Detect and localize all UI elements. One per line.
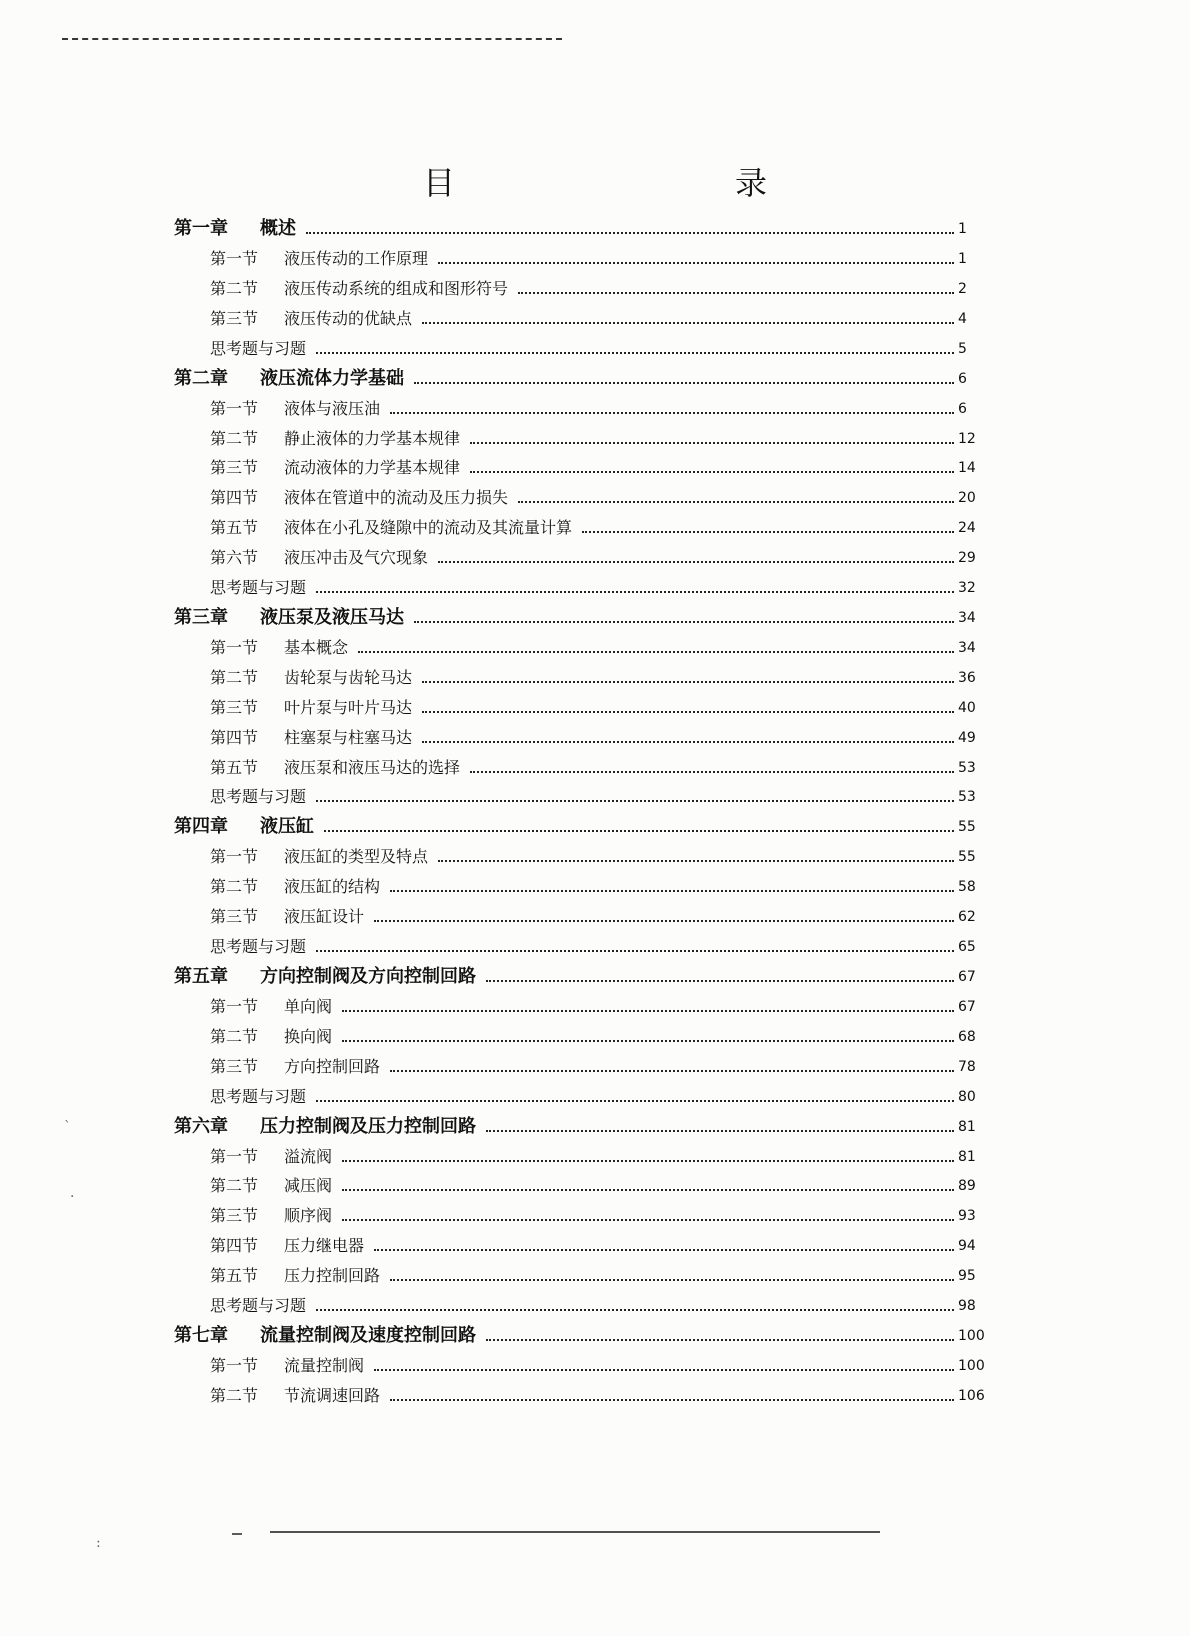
toc-page-number: 98 [958, 1298, 976, 1314]
toc-leader-dots [374, 1369, 954, 1371]
toc-entry-title: 顺序阀 [284, 1206, 333, 1226]
toc-entry-title: 压力控制回路 [284, 1266, 381, 1286]
toc-leader-dots [486, 980, 954, 982]
toc-page-number: 93 [958, 1208, 976, 1225]
toc-leader-dots [342, 1219, 954, 1221]
toc-leader-dots [316, 800, 954, 802]
toc-entry-title: 流量控制阀及速度控制回路 [260, 1324, 476, 1346]
toc-entry-number: 第五节 [210, 1266, 259, 1286]
toc-entry-title: 液压泵和液压马达的选择 [284, 757, 461, 777]
toc-leader-dots [518, 501, 954, 503]
toc-page-number: 6 [958, 400, 967, 417]
toc-page-number: 78 [958, 1058, 976, 1075]
toc-page-number: 80 [958, 1088, 976, 1105]
toc-entry-title: 液压传动的优缺点 [284, 308, 413, 328]
toc-section-row [0, 693, 1190, 723]
toc-leader-dots [390, 1279, 954, 1281]
toc-entry-title: 液体在管道中的流动及压力损失 [284, 488, 509, 508]
toc-page-number: 29 [958, 550, 976, 567]
toc-leader-dots [342, 1160, 954, 1162]
toc-page-number: 67 [958, 968, 976, 985]
toc-leader-dots [470, 771, 954, 773]
toc-page-number: 6 [958, 370, 967, 387]
toc-leader-dots [390, 1070, 954, 1072]
margin-mark: · [70, 1189, 75, 1205]
toc-leader-dots [422, 322, 954, 324]
toc-entry-number: 第二节 [210, 1176, 259, 1196]
toc-entry-title: 液压流体力学基础 [260, 367, 404, 389]
toc-entry-number: 第三节 [210, 1056, 259, 1076]
toc-section-row [0, 753, 1190, 783]
toc-section-row [0, 483, 1190, 513]
toc-entry-title: 减压阀 [284, 1176, 333, 1196]
toc-page-number: 95 [958, 1268, 976, 1285]
toc-page-number: 14 [958, 460, 976, 477]
toc-exercise-row [0, 932, 1190, 962]
toc-section-row [0, 453, 1190, 483]
toc-exercise-row [0, 1291, 1190, 1321]
margin-mark: : [96, 1535, 101, 1551]
toc-page-number: 62 [958, 909, 976, 926]
toc-leader-dots [414, 382, 954, 384]
toc-chapter-row [0, 364, 1190, 394]
toc-entry-number: 第二节 [210, 1026, 259, 1046]
toc-entry-title: 思考题与习题 [210, 578, 307, 597]
toc-page-number: 1 [958, 221, 967, 237]
toc-entry-title: 思考题与习题 [210, 937, 307, 956]
toc-leader-dots [422, 741, 954, 743]
toc-entry-title: 单向阀 [284, 996, 333, 1016]
toc-section-row [0, 304, 1190, 334]
toc-entry-title: 液压泵及液压马达 [260, 606, 404, 628]
toc-entry-title: 换向阀 [284, 1026, 333, 1046]
toc-section-row [0, 872, 1190, 902]
toc-entry-title: 静止液体的力学基本规律 [284, 428, 461, 448]
toc-entry-number: 第一节 [210, 847, 259, 867]
toc-entry-number: 第二节 [210, 428, 259, 448]
toc-entry-title: 叶片泵与叶片马达 [284, 697, 413, 717]
toc-entry-title: 溢流阀 [284, 1146, 333, 1166]
toc-leader-dots [342, 1040, 954, 1042]
toc-page-number: 68 [958, 1028, 976, 1045]
toc-entry-title: 压力控制阀及压力控制回路 [260, 1115, 476, 1137]
toc-entry-title: 思考题与习题 [210, 1086, 307, 1106]
toc-section-row [0, 1381, 1190, 1411]
toc-exercise-row [0, 782, 1190, 812]
toc-entry-number: 第一节 [210, 1146, 259, 1166]
toc-entry-number: 第三节 [210, 1206, 259, 1226]
toc-page-number: 2 [958, 280, 967, 297]
toc-entry-number: 第五节 [210, 518, 259, 538]
toc-entry-title: 节流调速回路 [284, 1385, 381, 1405]
toc-leader-dots [306, 232, 954, 234]
toc-page-number: 40 [958, 699, 976, 716]
toc-leader-dots [342, 1010, 954, 1012]
toc-exercise-row [0, 334, 1190, 364]
toc-entry-number: 第五节 [210, 757, 259, 777]
toc-leader-dots [438, 262, 954, 264]
toc-entry-number: 第二节 [210, 877, 259, 897]
toc-entry-number: 第三节 [210, 697, 259, 717]
toc-title: 目 录 [422, 164, 839, 202]
toc-entry-title: 思考题与习题 [210, 787, 307, 807]
toc-section-row [0, 1171, 1190, 1201]
toc-leader-dots [316, 352, 954, 354]
toc-entry-number: 第五章 [174, 965, 228, 987]
toc-chapter-row [0, 962, 1190, 992]
toc-entry-number: 第二节 [210, 667, 259, 687]
toc-leader-dots [374, 1249, 954, 1251]
toc-entry-number: 第二节 [210, 1385, 259, 1405]
toc-leader-dots [316, 1100, 954, 1102]
toc-entry-title: 流量控制阀 [284, 1355, 365, 1375]
toc-entry-title: 思考题与习题 [210, 338, 307, 358]
toc-leader-dots [324, 830, 954, 832]
toc-entry-number: 第一节 [210, 637, 259, 657]
toc-leader-dots [422, 711, 954, 713]
toc-leader-dots [438, 561, 954, 563]
toc-entry-title: 思考题与习题 [210, 1296, 307, 1315]
toc-page-number: 34 [958, 639, 976, 656]
toc-page-number: 20 [958, 490, 976, 507]
toc-entry-title: 液压传动的工作原理 [284, 249, 429, 268]
toc-entry-number: 第二节 [210, 278, 259, 298]
toc-leader-dots [422, 681, 954, 683]
toc-leader-dots [518, 292, 954, 294]
toc-entry-number: 第四节 [210, 1236, 259, 1256]
toc-leader-dots [486, 1339, 954, 1341]
toc-leader-dots [358, 651, 954, 653]
toc-section-row [0, 274, 1190, 304]
toc-leader-dots [342, 1189, 954, 1191]
bottom-rule [270, 1531, 880, 1533]
toc-entry-number: 第四节 [210, 488, 259, 508]
toc-section-row [0, 842, 1190, 872]
toc-page-number: 89 [958, 1178, 976, 1195]
toc-section-row [0, 1231, 1190, 1261]
toc-page-number: 81 [958, 1118, 976, 1135]
toc-entry-number: 第三章 [174, 606, 228, 628]
toc-entry-title: 压力继电器 [284, 1236, 365, 1256]
toc-leader-dots [390, 890, 954, 892]
bottom-short-rule [232, 1533, 242, 1535]
toc-section-row [0, 1022, 1190, 1052]
toc-entry-title: 液压缸的类型及特点 [284, 847, 429, 867]
toc-page-number: 5 [958, 340, 967, 357]
toc-entry-title: 齿轮泵与齿轮马达 [284, 667, 413, 687]
toc-leader-dots [390, 412, 954, 414]
toc-chapter-row [0, 1112, 1190, 1142]
toc-entry-number: 第四节 [210, 727, 259, 747]
toc-leader-dots [316, 950, 954, 952]
toc-entry-title: 方向控制阀及方向控制回路 [260, 965, 476, 987]
toc-page-number: 34 [958, 609, 976, 626]
toc-entry-title: 液压缸 [260, 816, 314, 838]
toc-page-number: 67 [958, 998, 976, 1015]
toc-page-number: 36 [958, 669, 976, 686]
toc-section-row [0, 663, 1190, 693]
toc-section-row [0, 543, 1190, 573]
toc-entry-number: 第三节 [210, 907, 259, 927]
toc-leader-dots [414, 621, 954, 623]
toc-exercise-row [0, 1082, 1190, 1112]
toc-entry-title: 液体与液压油 [284, 398, 381, 418]
toc-leader-dots [486, 1130, 954, 1132]
toc-chapter-row [0, 214, 1190, 244]
toc-page-number: 55 [958, 849, 976, 866]
toc-leader-dots [582, 531, 954, 533]
toc-entry-number: 第二章 [174, 367, 228, 389]
toc-entry-title: 液压传动系统的组成和图形符号 [284, 278, 509, 298]
toc-page-number: 49 [958, 729, 976, 746]
toc-entry-title: 概述 [260, 218, 296, 239]
toc-section-row [0, 1201, 1190, 1231]
toc-page-number: 53 [958, 759, 976, 776]
toc-section-row [0, 1142, 1190, 1172]
toc-entry-number: 第七章 [174, 1324, 228, 1346]
toc-entry-title: 液体在小孔及缝隙中的流动及其流量计算 [284, 518, 573, 538]
toc-page-number: 100 [958, 1327, 985, 1344]
toc-entry-title: 基本概念 [284, 637, 349, 657]
toc-page-number: 53 [958, 789, 976, 806]
toc-section-row [0, 424, 1190, 454]
toc-chapter-row [0, 1321, 1190, 1351]
toc-page-number: 81 [958, 1148, 976, 1165]
toc-section-row [0, 394, 1190, 424]
toc-entry-number: 第四章 [174, 816, 228, 838]
toc-entry-title: 液压缸的结构 [284, 877, 381, 897]
toc-page-number: 94 [958, 1238, 976, 1255]
toc-page-number: 106 [958, 1387, 985, 1404]
toc-leader-dots [470, 442, 954, 444]
toc-section-row [0, 513, 1190, 543]
toc-section-row [0, 992, 1190, 1022]
toc-chapter-row [0, 812, 1190, 842]
toc-exercise-row [0, 573, 1190, 603]
toc-entry-title: 液压缸设计 [284, 907, 365, 927]
toc-section-row [0, 1052, 1190, 1082]
toc-page-number: 55 [958, 819, 976, 836]
toc-entry-number: 第六节 [210, 548, 259, 568]
toc-entry-number: 第一章 [174, 218, 228, 239]
toc-section-row [0, 244, 1190, 274]
toc-entry-number: 第一节 [210, 1355, 259, 1375]
toc-page-number: 4 [958, 310, 967, 327]
toc-entry-number: 第一节 [210, 996, 259, 1016]
toc-entry-number: 第一节 [210, 249, 259, 268]
toc-page-number: 100 [958, 1357, 985, 1374]
toc-chapter-row [0, 603, 1190, 633]
toc-section-row [0, 1351, 1190, 1381]
toc-page-number: 58 [958, 879, 976, 896]
toc-entry-number: 第三节 [210, 458, 259, 478]
toc-section-row [0, 633, 1190, 663]
toc-entry-title: 液压冲击及气穴现象 [284, 548, 429, 568]
toc-page-number: 12 [958, 430, 976, 447]
toc-entry-number: 第一节 [210, 398, 259, 418]
toc-entry-title: 柱塞泵与柱塞马达 [284, 727, 413, 747]
toc-section-row [0, 902, 1190, 932]
toc-page-number: 24 [958, 520, 976, 537]
toc-leader-dots [316, 1309, 954, 1311]
toc-entry-number: 第三节 [210, 308, 259, 328]
toc-page-number: 32 [958, 580, 976, 596]
toc-leader-dots [316, 591, 954, 593]
toc-section-row [0, 723, 1190, 753]
margin-mark: ˋ [64, 1119, 71, 1135]
toc-entry-title: 方向控制回路 [284, 1056, 381, 1076]
toc-page-number: 1 [958, 251, 967, 267]
toc-page-number: 65 [958, 939, 976, 955]
toc-leader-dots [470, 471, 954, 473]
toc-leader-dots [374, 920, 954, 922]
toc-leader-dots [390, 1399, 954, 1401]
toc-section-row [0, 1261, 1190, 1291]
toc-leader-dots [438, 860, 954, 862]
toc-entry-number: 第六章 [174, 1115, 228, 1137]
toc-entry-title: 流动液体的力学基本规律 [284, 458, 461, 478]
